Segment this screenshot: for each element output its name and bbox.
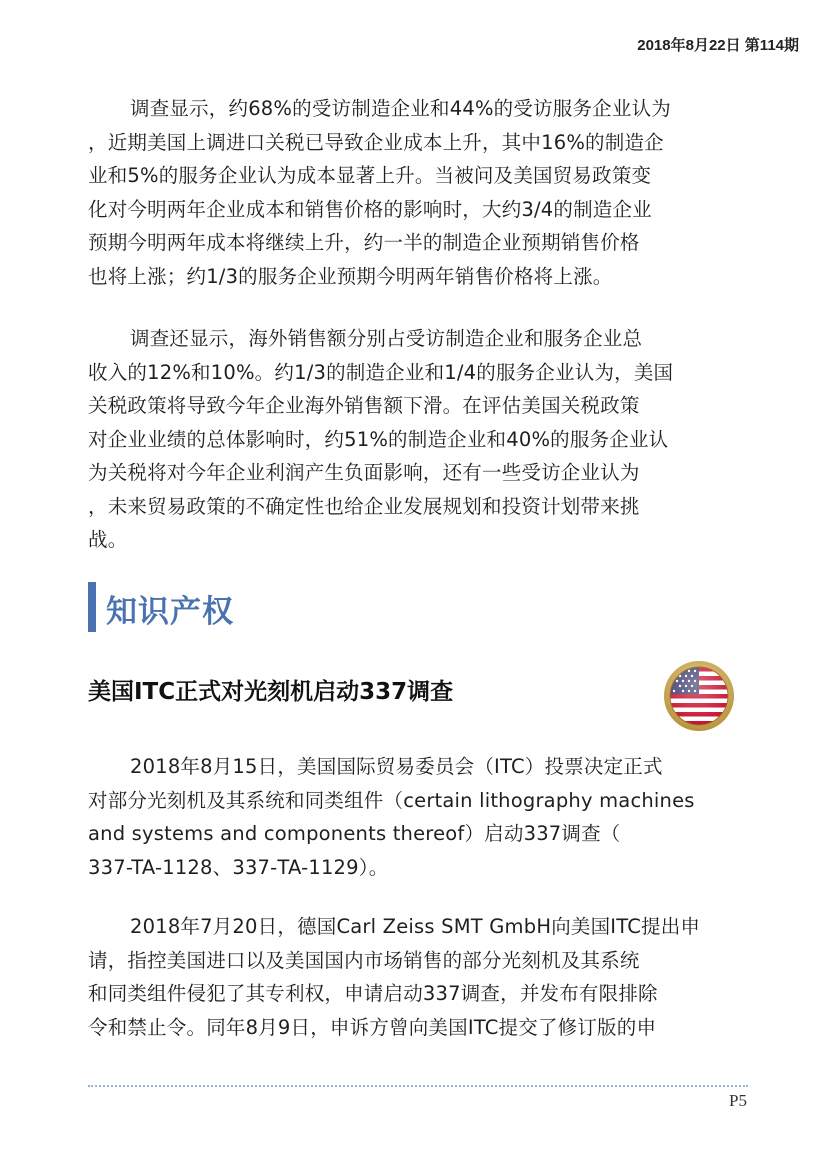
- text-line: 收入的12%和10%。约1/3的制造企业和1/4的服务企业认为，美国: [88, 360, 674, 384]
- section-accent-bar: [88, 582, 96, 632]
- text-line: 请，指控美国进口以及美国国内市场销售的部分光刻机及其系统: [88, 948, 640, 972]
- paragraph-survey-costs: [88, 92, 740, 293]
- text-line: 预期今明两年成本将继续上升，约一半的制造企业预期销售价格: [88, 231, 640, 254]
- paragraph-itc-investigation: [88, 750, 740, 884]
- text-line: 战。: [88, 528, 128, 551]
- text-line: 为关税将对今年企业利润产生负面影响，还有一些受访企业认为: [88, 461, 640, 484]
- text-line: 和同类组件侵犯了其专利权，申请启动337调查，并发布有限排除: [88, 982, 658, 1005]
- header-date-issue: 2018年8月22日 第114期: [637, 37, 799, 54]
- footer-divider: [88, 1085, 748, 1087]
- text-line: 调查显示，约68%的受访制造企业和44%的受访服务企业认为: [130, 97, 671, 120]
- text-line: ，未来贸易政策的不确定性也给企业发展规划和投资计划带来挑: [88, 494, 640, 518]
- text-line: 对企业业绩的总体影响时，约51%的制造企业和40%的服务企业认: [88, 427, 669, 451]
- text-line: 令和禁止令。同年8月9日，申诉方曾向美国ITC提交了修订版的申: [88, 1015, 657, 1039]
- text-line: 关税政策将导致今年企业海外销售额下滑。在评估美国关税政策: [88, 394, 640, 417]
- article-title: 美国ITC正式对光刻机启动337调查: [88, 679, 454, 705]
- text-line: 2018年8月15日，美国国际贸易委员会（ITC）投票决定正式: [130, 755, 663, 778]
- text-line: 2018年7月20日，德国Carl Zeiss SMT GmbH向美国ITC提出申: [130, 915, 701, 938]
- text-line: and systems and components thereof）启动337调查（: [88, 822, 621, 845]
- paragraph-zeiss-complaint: [88, 910, 740, 1044]
- text-line: 化对今明两年企业成本和销售价格的影响时，大约3/4的制造企业: [88, 197, 652, 221]
- text-line: 对部分光刻机及其系统和同类组件（certain lithography machines: [88, 788, 695, 812]
- section-title: 知识产权: [106, 594, 234, 630]
- text-line: ，近期美国上调进口关税已导致企业成本上升，其中16%的制造企: [88, 130, 664, 154]
- page-number: P5: [729, 1091, 747, 1110]
- paragraph-survey-sales: [88, 322, 740, 557]
- text-line: 调查还显示，海外销售额分别占受访制造企业和服务企业总: [130, 327, 643, 350]
- text-line: 也将上涨；约1/3的服务企业预期今明两年销售价格将上涨。: [88, 264, 613, 288]
- text-line: 业和5%的服务企业认为成本显著上升。当被问及美国贸易政策变: [88, 164, 652, 187]
- text-line: 337-TA-1128、337-TA-1129）。: [88, 855, 389, 879]
- us-flag-icon: [663, 660, 735, 732]
